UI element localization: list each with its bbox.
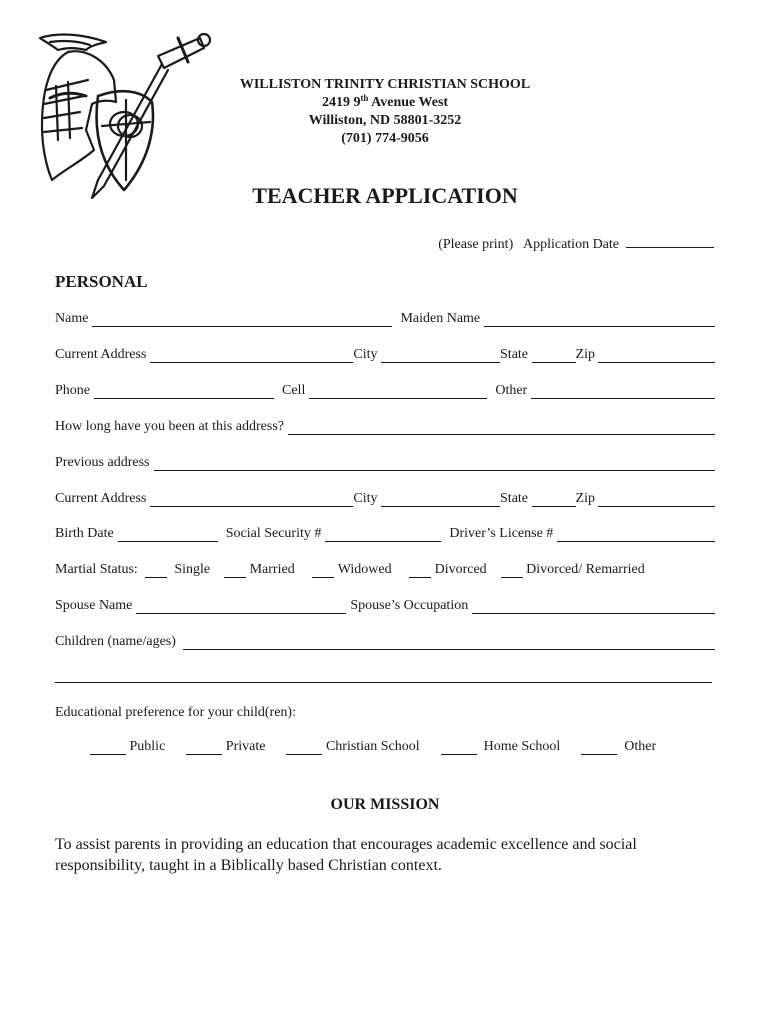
mission-title: OUR MISSION [330,796,440,813]
please-print-note: (Please print) [438,237,514,252]
cell-label: Cell [282,383,306,398]
married-checkbox[interactable] [224,563,246,578]
zip-field[interactable] [598,348,715,363]
children-field[interactable] [183,635,715,650]
birth-date-label: Birth Date [55,526,114,541]
other-phone-field[interactable] [531,384,715,399]
previous-address-field[interactable] [154,456,716,471]
current-address-row [55,345,715,363]
ssn-field[interactable] [325,527,441,542]
spouse-row [55,596,715,614]
widowed-checkbox[interactable] [312,563,334,578]
zip-label: Zip [575,347,595,362]
current-address-row-2 [55,489,715,507]
widowed-option: Widowed [337,562,392,577]
state-field[interactable] [532,492,576,507]
home-school-checkbox[interactable] [441,740,477,755]
christian-school-checkbox[interactable] [286,740,322,755]
school-phone: (701) 774-9056 [341,131,429,146]
state-label: State [500,347,529,362]
school-city-line: Williston, ND 58801-3252 [308,113,462,128]
divorced-checkbox[interactable] [409,563,431,578]
single-option: Single [174,562,211,577]
city-field[interactable] [381,492,500,507]
state-field[interactable] [532,348,576,363]
previous-address-row [55,453,715,471]
public-option: Public [129,739,166,754]
other-edu-option: Other [624,739,657,754]
how-long-field[interactable] [288,420,715,435]
ssn-label: Social Security # [225,526,322,541]
divorced-remarried-option: Divorced/ Remarried [526,562,645,577]
city-label: City [353,347,378,362]
name-row [55,309,715,327]
maiden-name-field[interactable] [484,312,715,327]
private-checkbox[interactable] [186,740,222,755]
cell-field[interactable] [309,384,487,399]
previous-address-label: Previous address [55,455,150,470]
school-street: 2419 9th Avenue West [321,93,449,110]
current-address-label: Current Address [55,347,147,362]
how-long-row [55,417,715,435]
city-label: City [353,491,378,506]
application-date-label: Application Date [522,237,619,252]
christian-school-option: Christian School [325,739,420,754]
school-header [230,76,540,148]
current-address-field[interactable] [150,492,353,507]
phone-row [55,381,715,399]
application-date-row [438,233,714,253]
marital-status-row [55,560,715,578]
marital-status-label: Martial Status: [55,562,138,577]
spouse-name-label: Spouse Name [55,598,133,613]
spouse-name-field[interactable] [136,599,346,614]
children-label: Children (name/ages) [55,634,176,649]
zip-field[interactable] [598,492,715,507]
page-title: TEACHER APPLICATION [252,183,518,208]
other-edu-checkbox[interactable] [581,740,617,755]
edu-pref-label: Educational preference for your child(ren): [55,705,296,720]
current-address-label: Current Address [55,491,147,506]
current-address-field[interactable] [150,348,353,363]
zip-label: Zip [575,491,595,506]
married-option: Married [249,562,295,577]
birth-date-field[interactable] [118,527,218,542]
maiden-name-label: Maiden Name [400,311,481,326]
children-field-continued[interactable] [55,682,712,683]
mission-text: To assist parents in providing an education that encourages academic excellence and social responsibility, taught in a Biblically based Christian context. [55,836,637,874]
single-checkbox[interactable] [145,563,167,578]
public-checkbox[interactable] [90,740,126,755]
how-long-label: How long have you been at this address? [55,419,284,434]
name-field[interactable] [92,312,392,327]
edu-choices [90,737,656,755]
city-field[interactable] [381,348,500,363]
school-name: WILLISTON TRINITY CHRISTIAN SCHOOL [239,77,531,92]
birth-ssn-row [55,524,715,542]
divorced-option: Divorced [434,562,487,577]
phone-label: Phone [55,383,90,398]
application-date-field[interactable] [626,233,714,248]
state-label: State [500,491,529,506]
home-school-option: Home School [483,739,561,754]
phone-field[interactable] [94,384,274,399]
edu-pref-row [55,703,715,721]
drivers-license-field[interactable] [557,527,715,542]
spouse-occupation-label: Spouse’s Occupation [350,598,469,613]
drivers-license-label: Driver’s License # [449,526,554,541]
private-option: Private [225,739,266,754]
section-personal: PERSONAL [55,272,148,291]
name-label: Name [55,311,89,326]
children-row [55,632,715,650]
divorced-remarried-checkbox[interactable] [501,563,523,578]
other-phone-label: Other [495,383,528,398]
spouse-occupation-field[interactable] [472,599,715,614]
